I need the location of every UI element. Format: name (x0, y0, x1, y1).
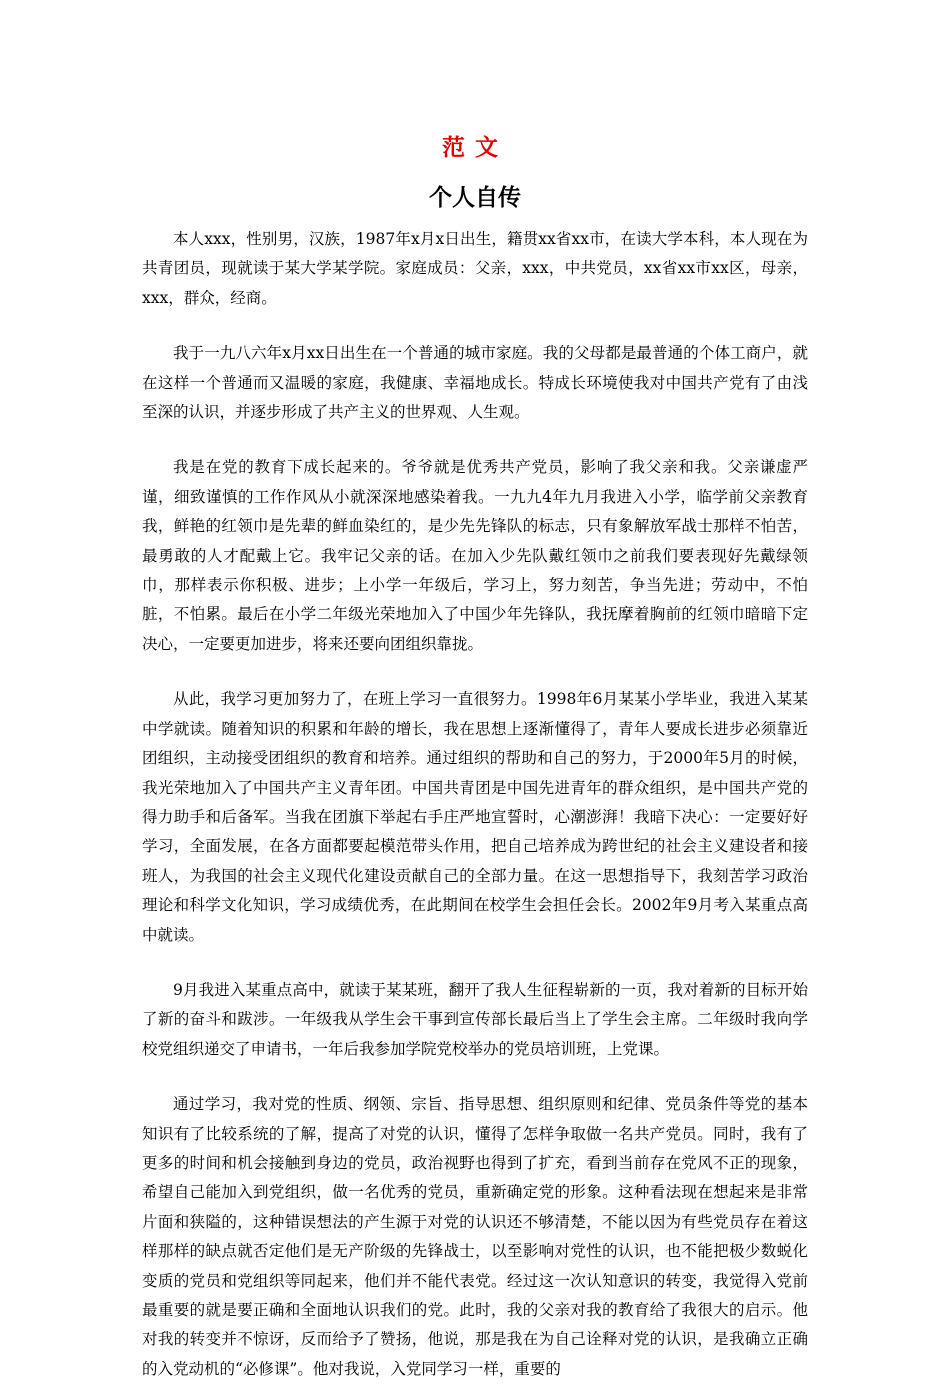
sample-label: 范文 (442, 135, 508, 161)
document-body (142, 225, 808, 1384)
paragraph-high-school: 9月我进入某重点高中，就读于某某班，翻开了我人生征程崭新的一页，我对着新的目标开始了新的奋斗和跋涉。一年级我从学生会干事到宣传部长最后当上了学生会主席。二年级时我向学校党组织递交了申请书，一年后我参加学院党校举办的党员培训班，上党课。 (142, 980, 808, 1058)
paragraph-birth-family: 我于一九八六年x月xx日出生在一个普通的城市家庭。我的父母都是最普通的个体工商户，就在这样一个普通而又温暖的家庭，我健康、幸福地成长。特成长环境使我对中国共产党有了由浅至深的认识，并逐步形成了共产主义的世界观、人生观。 (142, 344, 808, 422)
paragraph-party-study: 通过学习，我对党的性质、纲领、宗旨、指导思想、组织原则和纪律、党员条件等党的基本知识有了比较系统的了解，提高了对党的认识，懂得了怎样争取做一名共产党员。同时，我有了更多的时间和机会接触到身边的党员，政治视野也得到了扩充，看到当前存在党风不正的现象，希望自己能加入到党组织，做一名优秀的党员，重新确定党的形象。这种看法现在想起来是非常片面和狭隘的，这种错误想法的产生源于对党的认识还不够清楚，不能以因为有些党员存在着这样那样的缺点就否定他们是无产阶级的先锋战士，以至影响对党性的认识，也不能把极少数蜕化变质的党员和党组织等同起来，他们并不能代表党。经过这一次认知意识的转变，我觉得入党前最重要的就是要正确和全面地认识我们的党。此时，我的父亲对我的教育给了我很大的启示。他对我的转变并不惊讶，反而给予了赞扬，他说，那是我在为自己诠释对党的认识，是我确立正确的入党动机的“必修课”。他对我说，入党同学习一样，重要的 (142, 1095, 808, 1378)
paragraph-personal-info: 本人xxx，性别男，汉族，1987年x月x日出生，籍贯xx省xx市，在读大学本科，本人现在为共青团员，现就读于某大学某学院。家庭成员：父亲，xxx，中共党员，xx省xx市xx区，母亲，xxx，群众，经商。 (142, 230, 808, 307)
paragraph-middle-school: 从此，我学习更加努力了，在班上学习一直很努力。1998年6月某某小学毕业，我进入某某中学就读。随着知识的积累和年龄的增长，我在思想上逐渐懂得了，青年人要成长进步必须靠近团组织，主动接受团组织的教育和培养。通过组织的帮助和自己的努力，于2000年5月的时候，我光荣地加入了中国共产主义青年团。中国共青团是中国先进青年的群众组织，是中国共产党的得力助手和后备军。当我在团旗下举起右手庄严地宣誓时，心潮澎湃！我暗下决心：一定要好好学习，全面发展，在各方面都要起模范带头作用，把自己培养成为跨世纪的社会主义建设者和接班人，为我国的社会主义现代化建设贡献自己的全部力量。在这一思想指导下，我刻苦学习政治理论和科学文化知识，学习成绩优秀，在此期间在校学生会担任会长。2002年9月考入某重点高中就读。 (142, 690, 808, 944)
document-title: 个人自传 (429, 185, 521, 211)
paragraph-primary-school: 我是在党的教育下成长起来的。爷爷就是优秀共产党员，影响了我父亲和我。父亲谦虚严谨，细致谨慎的工作作风从小就深深地感染着我。一九九4年九月我进入小学，临学前父亲教育我，鲜艳的红领巾是先辈的鲜血染红的，是少先先锋队的标志，只有象解放军战士那样不怕苦，最勇敢的人才配戴上它。我牢记父亲的话。在加入少先队戴红领巾之前我们要表现好先戴绿领巾，那样表示你积极、进步；上小学一年级后，学习上，努力刻苦，争当先进；劳动中，不怕脏，不怕累。最后在小学二年级光荣地加入了中国少年先锋队，我抚摩着胸前的红领巾暗暗下定决心，一定要更加进步，将来还要向团组织靠拢。 (142, 458, 808, 653)
